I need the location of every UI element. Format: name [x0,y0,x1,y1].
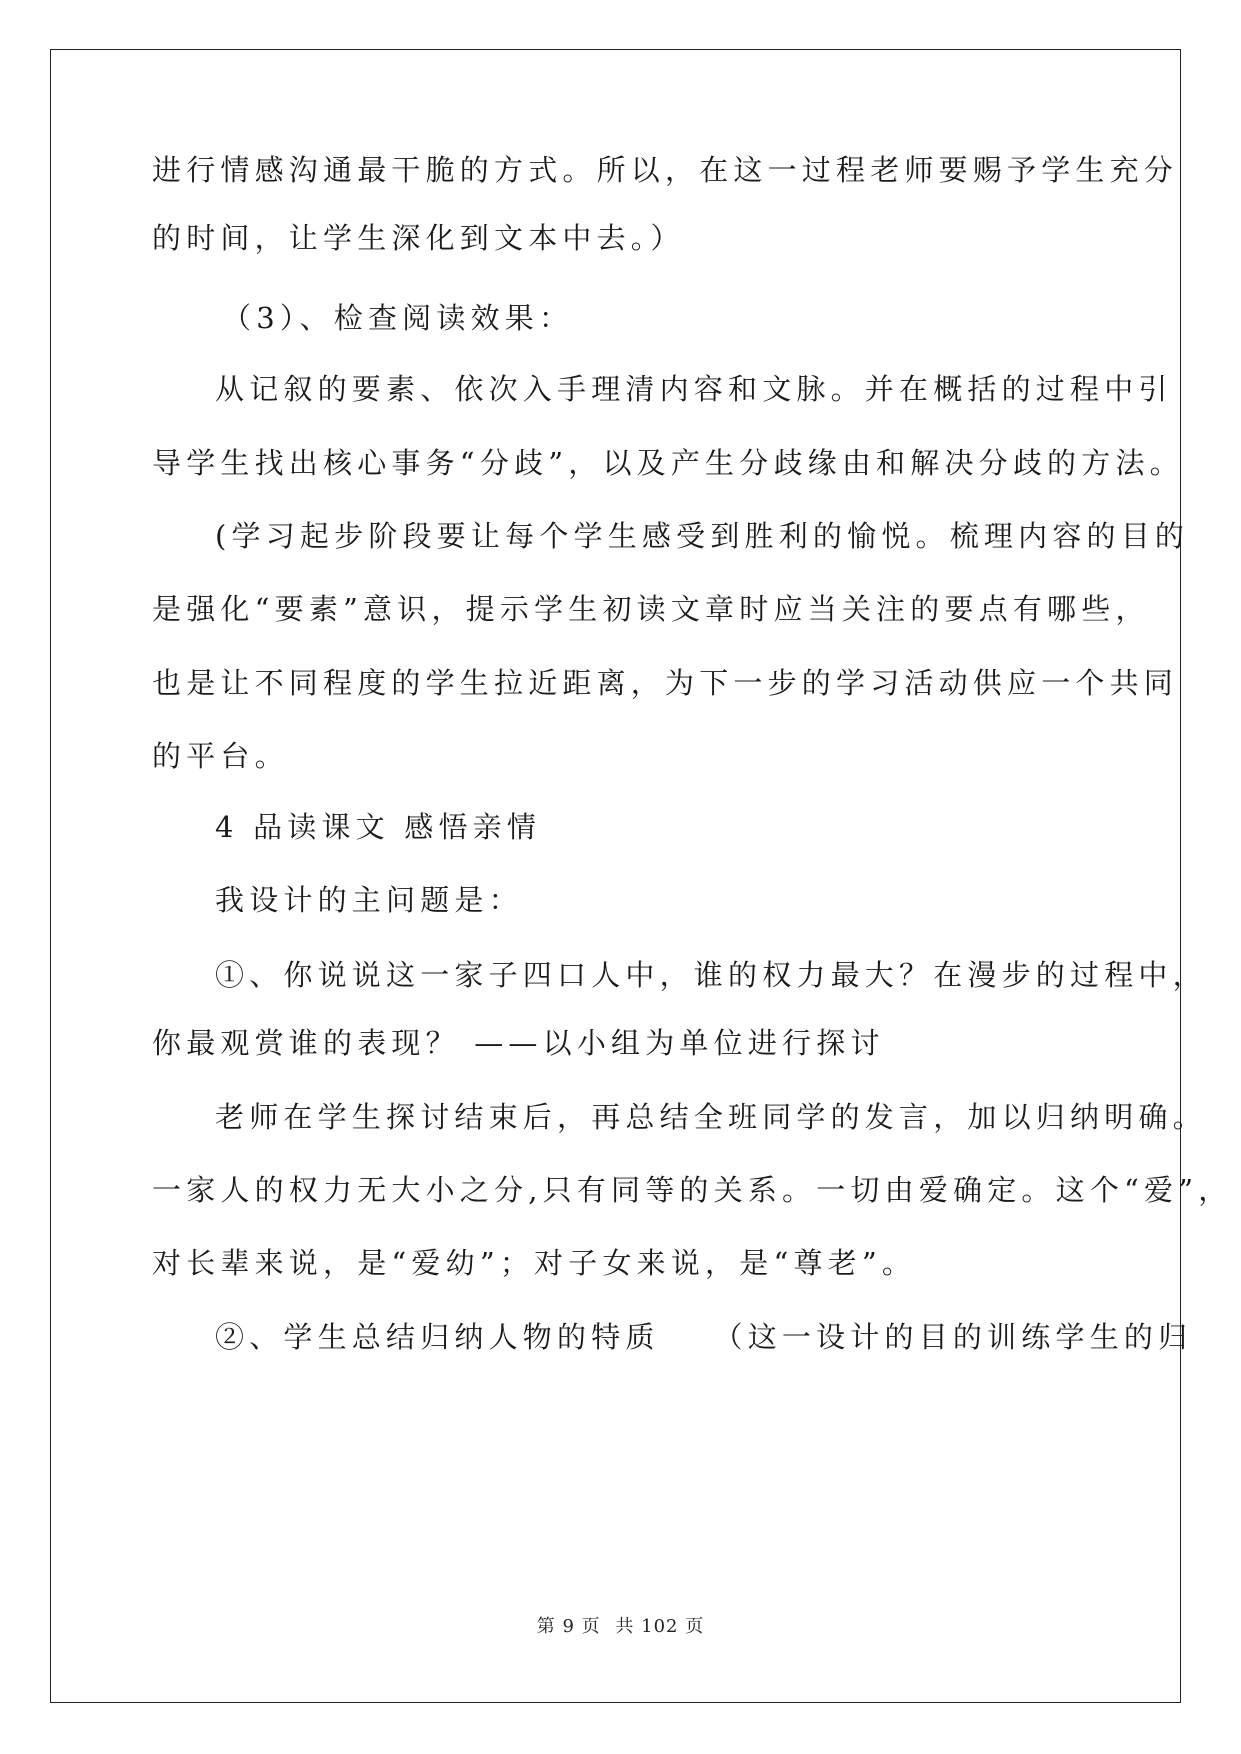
text-line: 对长辈来说，是“爱幼”；对子女来说，是“尊老”。 [152,1246,917,1280]
text-line: 我设计的主问题是： [215,883,523,917]
section-heading: 4 品读课文 感悟亲情 [215,810,542,844]
page-border [50,49,1181,1703]
text-line: ②、学生总结归纳人物的特质 （这一设计的目的训练学生的归 [215,1320,1193,1354]
text-line: 导学生找出核心事务“分歧”，以及产生分歧缘由和解决分歧的方法。 [152,446,1184,480]
text-line: (学习起步阶段要让每个学生感受到胜利的愉悦。梳理内容的目的 [215,519,1190,553]
text-line: 的时间，让学生深化到文本中去。） [152,221,685,255]
text-line: 你最观赏谁的表现？ ——以小组为单位进行探讨 [152,1026,885,1060]
text-line: 也是让不同程度的学生拉近距离，为下一步的学习活动供应一个共同 [152,666,1179,700]
text-line: 的平台。 [152,739,289,773]
page-number: 第 9 页 [536,1616,601,1637]
page-footer [0,1612,1241,1638]
section-heading: （3）、检查阅读效果： [222,301,574,335]
text-line: ①、你说说这一家子四口人中，谁的权力最大？在漫步的过程中， [215,958,1207,992]
text-line: 进行情感沟通最干脆的方式。所以，在这一过程老师要赐予学生充分 [152,153,1179,187]
text-line: 一家人的权力无大小之分,只有同等的关系。一切由爱确定。这个“爱”， [152,1173,1233,1207]
page-total: 共 102 页 [615,1616,705,1637]
text-line: 老师在学生探讨结束后，再总结全班同学的发言，加以归纳明确。 [215,1100,1207,1134]
text-line: 是强化“要素”意识，提示学生初读文章时应当关注的要点有哪些， [152,592,1150,626]
text-line: 从记叙的要素、依次入手理清内容和文脉。并在概括的过程中引 [215,372,1173,406]
